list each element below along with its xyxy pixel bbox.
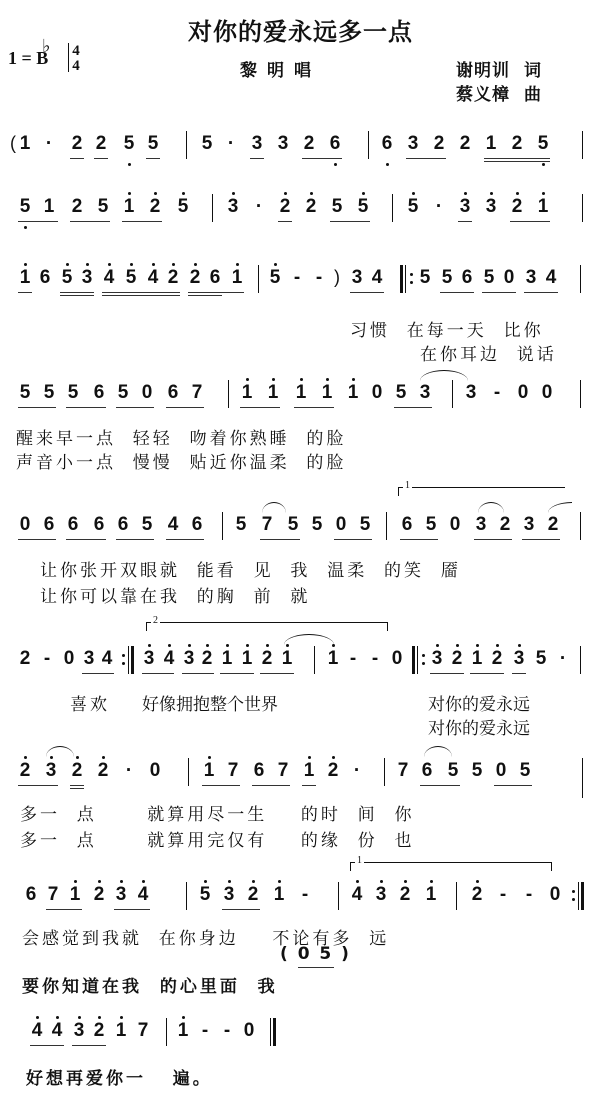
note: 5 (519, 760, 531, 781)
note: 2 (511, 196, 523, 217)
note: 1 (471, 648, 483, 669)
note: 0 (391, 648, 403, 669)
note: 5 (199, 884, 211, 905)
note: 3 (277, 133, 289, 154)
dash: - (349, 648, 357, 669)
note: 1 (241, 382, 253, 403)
note: 6 (93, 514, 105, 535)
composer-role: 曲 (524, 85, 542, 105)
note: 3 (351, 267, 363, 288)
note: 4 (545, 267, 557, 288)
note: 5 (61, 267, 73, 288)
note: 1 (267, 382, 279, 403)
flat-icon: ♭ (42, 36, 51, 56)
note: 3 (407, 133, 419, 154)
note: 0 (449, 514, 461, 535)
dash: - (301, 884, 309, 905)
score-line-3 (0, 267, 601, 297)
note: 2 (471, 884, 483, 905)
note: 1 (485, 133, 497, 154)
note: 7 (227, 760, 239, 781)
score-line-9 (0, 1020, 601, 1050)
note: 1 (241, 648, 253, 669)
note: 0 (63, 648, 75, 669)
note: 4 (51, 1020, 63, 1041)
note: 4 (351, 884, 363, 905)
note: 3 (81, 267, 93, 288)
note: 5 (201, 133, 213, 154)
note: 1 (115, 1020, 127, 1041)
note: 2 (433, 133, 445, 154)
note: 3 (83, 648, 95, 669)
note: 2 (97, 760, 109, 781)
note: 3 (375, 884, 387, 905)
note: 1 (327, 648, 339, 669)
note: 3 (465, 382, 477, 403)
note: 1 (203, 760, 215, 781)
note: 2 (201, 648, 213, 669)
note: 4 (31, 1020, 43, 1041)
note: 5 (311, 514, 323, 535)
lyric-line: 对你的爱永远 (428, 695, 530, 715)
note: 6 (93, 382, 105, 403)
note: 5 (97, 196, 109, 217)
note: 2 (71, 196, 83, 217)
note: 2 (303, 133, 315, 154)
lyric-line: 习惯 在每一天 比你 (350, 321, 544, 341)
note: 1 (231, 267, 243, 288)
note: 2 (93, 1020, 105, 1041)
score-line-6 (0, 648, 601, 678)
note: 2 (93, 884, 105, 905)
lyric-line: 对你的爱永远 (428, 719, 530, 739)
note: 7 (137, 1020, 149, 1041)
note: 4 (101, 648, 113, 669)
note: 2 (327, 760, 339, 781)
note: 4 (103, 267, 115, 288)
note: 2 (71, 760, 83, 781)
note: 5 (125, 267, 137, 288)
note: 2 (279, 196, 291, 217)
note: 0 (371, 382, 383, 403)
note: 1 (295, 382, 307, 403)
note: 6 (461, 267, 473, 288)
note: 3 (73, 1020, 85, 1041)
lyric-line: 好像拥抱整个世界 (142, 695, 278, 715)
note: 1 (303, 760, 315, 781)
time-denominator: 4 (72, 58, 80, 74)
key-signature (8, 36, 51, 69)
dash: - (223, 1020, 231, 1041)
note: 1 (177, 1020, 189, 1041)
note: 5 (395, 382, 407, 403)
note: 2 (19, 760, 31, 781)
score-line-7 (0, 760, 601, 790)
note: 5 (441, 267, 453, 288)
note: 2 (149, 196, 161, 217)
note: 6 (209, 267, 221, 288)
note: 5 (235, 514, 247, 535)
lyric-line: 让你张开双眼就 能看 见 我 温柔 的笑 靥 (40, 561, 461, 581)
note: 1 (123, 196, 135, 217)
dot: · (353, 760, 361, 781)
composer-name: 蔡义樟 (456, 85, 510, 105)
note: 6 (25, 884, 37, 905)
dash: - (499, 884, 507, 905)
note: 6 (329, 133, 341, 154)
note: 0 (549, 884, 561, 905)
note: 2 (305, 196, 317, 217)
note: 5 (419, 267, 431, 288)
note: 5 (483, 267, 495, 288)
note: 4 (167, 514, 179, 535)
note: 3 (251, 133, 263, 154)
dash: - (315, 267, 323, 288)
note: 6 (43, 514, 55, 535)
note: 0 (495, 760, 507, 781)
note: 0 (149, 760, 161, 781)
note: 6 (167, 382, 179, 403)
note: 2 (189, 267, 201, 288)
note: 1 (273, 884, 285, 905)
paren-notes: ( 0 5 ) (280, 944, 351, 964)
lyric-line: 喜欢 (70, 695, 110, 715)
note: 2 (261, 648, 273, 669)
note: 3 (475, 514, 487, 535)
note: 0 (141, 382, 153, 403)
note: 3 (45, 760, 57, 781)
note: 3 (227, 196, 239, 217)
dot: · (45, 133, 53, 154)
score-line-1 (0, 133, 601, 163)
dash: - (371, 648, 379, 669)
note: 1 (69, 884, 81, 905)
note: 7 (191, 382, 203, 403)
lyric-line: 声音小一点 慢慢 贴近你温柔 的脸 (16, 453, 347, 473)
note: 3 (513, 648, 525, 669)
note: 5 (537, 133, 549, 154)
dash: - (293, 267, 301, 288)
note: 1 (221, 648, 233, 669)
score-line-2 (0, 196, 601, 226)
note: 5 (19, 196, 31, 217)
note: 7 (47, 884, 59, 905)
note: 0 (503, 267, 515, 288)
lyric-line: 让你可以靠在我 的胸 前 就 (40, 587, 311, 607)
note: 2 (547, 514, 559, 535)
note: 1 (321, 382, 333, 403)
score-line-5 (0, 514, 601, 544)
note: 0 (517, 382, 529, 403)
note: 6 (253, 760, 265, 781)
note: 5 (147, 133, 159, 154)
note: 1 (347, 382, 359, 403)
lyric-line: 多一 点 就算用完仅有 的缘 份 也 (20, 831, 415, 851)
note: 3 (525, 267, 537, 288)
note: 7 (277, 760, 289, 781)
note: 0 (19, 514, 31, 535)
note: 2 (399, 884, 411, 905)
note: 1 (281, 648, 293, 669)
note: 3 (115, 884, 127, 905)
note: 4 (163, 648, 175, 669)
volta-2: 2 (146, 622, 388, 631)
lyric-line: 会感觉到我就 在你身边 不论有多 远 (22, 929, 390, 949)
note: 6 (191, 514, 203, 535)
note: 0 (335, 514, 347, 535)
note: 5 (447, 760, 459, 781)
time-divider (68, 43, 69, 72)
dash: - (43, 648, 51, 669)
note: 2 (491, 648, 503, 669)
note: 5 (471, 760, 483, 781)
note: 5 (425, 514, 437, 535)
lyricist-credit (456, 56, 542, 81)
note: 2 (451, 648, 463, 669)
volta-1b: 1 (350, 862, 552, 871)
composer-credit (456, 80, 542, 105)
lyric-line: 多一 点 就算用尽一生 的时 间 你 (20, 805, 415, 825)
lyric-line: 要你知道在我 的心里面 我 (22, 977, 278, 997)
dot: · (435, 196, 443, 217)
lyric-line: 醒来早一点 轻轻 吻着你熟睡 的脸 (16, 429, 347, 449)
note: 7 (261, 514, 273, 535)
note: 2 (71, 133, 83, 154)
note: 3 (419, 382, 431, 403)
note: 5 (19, 382, 31, 403)
lyric-line: 在你耳边 说话 (420, 345, 557, 365)
lyricist-role: 词 (524, 61, 542, 81)
note: 6 (401, 514, 413, 535)
dash: - (201, 1020, 209, 1041)
note: 3 (459, 196, 471, 217)
note: 5 (269, 267, 281, 288)
note: 4 (137, 884, 149, 905)
note: 3 (183, 648, 195, 669)
note: 1 (19, 133, 31, 154)
note: 6 (117, 514, 129, 535)
note: 1 (425, 884, 437, 905)
dot: · (559, 648, 567, 669)
note: 6 (421, 760, 433, 781)
note: 2 (499, 514, 511, 535)
note: 5 (43, 382, 55, 403)
note: 3 (431, 648, 443, 669)
note: 4 (147, 267, 159, 288)
note: 5 (359, 514, 371, 535)
note: 5 (535, 648, 547, 669)
note: 5 (67, 382, 79, 403)
lyric-line: 好想再爱你一 遍。 (26, 1069, 213, 1089)
note: 5 (141, 514, 153, 535)
note: 2 (95, 133, 107, 154)
dot: · (255, 196, 263, 217)
note: 5 (331, 196, 343, 217)
note: 1 (43, 196, 55, 217)
key-label: 1 = B (8, 48, 49, 68)
song-title: 对你的爱永远多一点 (188, 18, 413, 46)
lyricist-name: 谢明训 (456, 61, 510, 81)
note: 1 (537, 196, 549, 217)
dash: - (493, 382, 501, 403)
note: 1 (19, 267, 31, 288)
volta-1: 1 (398, 487, 565, 496)
note: 4 (371, 267, 383, 288)
note: 3 (143, 648, 155, 669)
score-line-4 (0, 382, 601, 412)
note: 3 (223, 884, 235, 905)
note: 6 (39, 267, 51, 288)
note: 3 (485, 196, 497, 217)
note: 5 (357, 196, 369, 217)
note: 3 (523, 514, 535, 535)
note: 2 (167, 267, 179, 288)
note: 2 (247, 884, 259, 905)
note: 5 (407, 196, 419, 217)
note: 5 (287, 514, 299, 535)
note: 5 (117, 382, 129, 403)
time-signature (68, 44, 84, 74)
time-numerator: 4 (72, 43, 80, 59)
dot: · (125, 760, 133, 781)
note: 0 (243, 1020, 255, 1041)
note: 2 (511, 133, 523, 154)
note: 0 (541, 382, 553, 403)
note: 5 (177, 196, 189, 217)
note: 6 (67, 514, 79, 535)
dash: - (525, 884, 533, 905)
dot: · (227, 133, 235, 154)
note: 5 (123, 133, 135, 154)
score-line-8 (0, 884, 601, 914)
note: 6 (381, 133, 393, 154)
open-paren: ( (10, 133, 16, 153)
note: 2 (19, 648, 31, 669)
note: 2 (459, 133, 471, 154)
singer: 黎明唱 (240, 61, 321, 81)
close-paren: ) (334, 267, 340, 287)
note: 7 (397, 760, 409, 781)
